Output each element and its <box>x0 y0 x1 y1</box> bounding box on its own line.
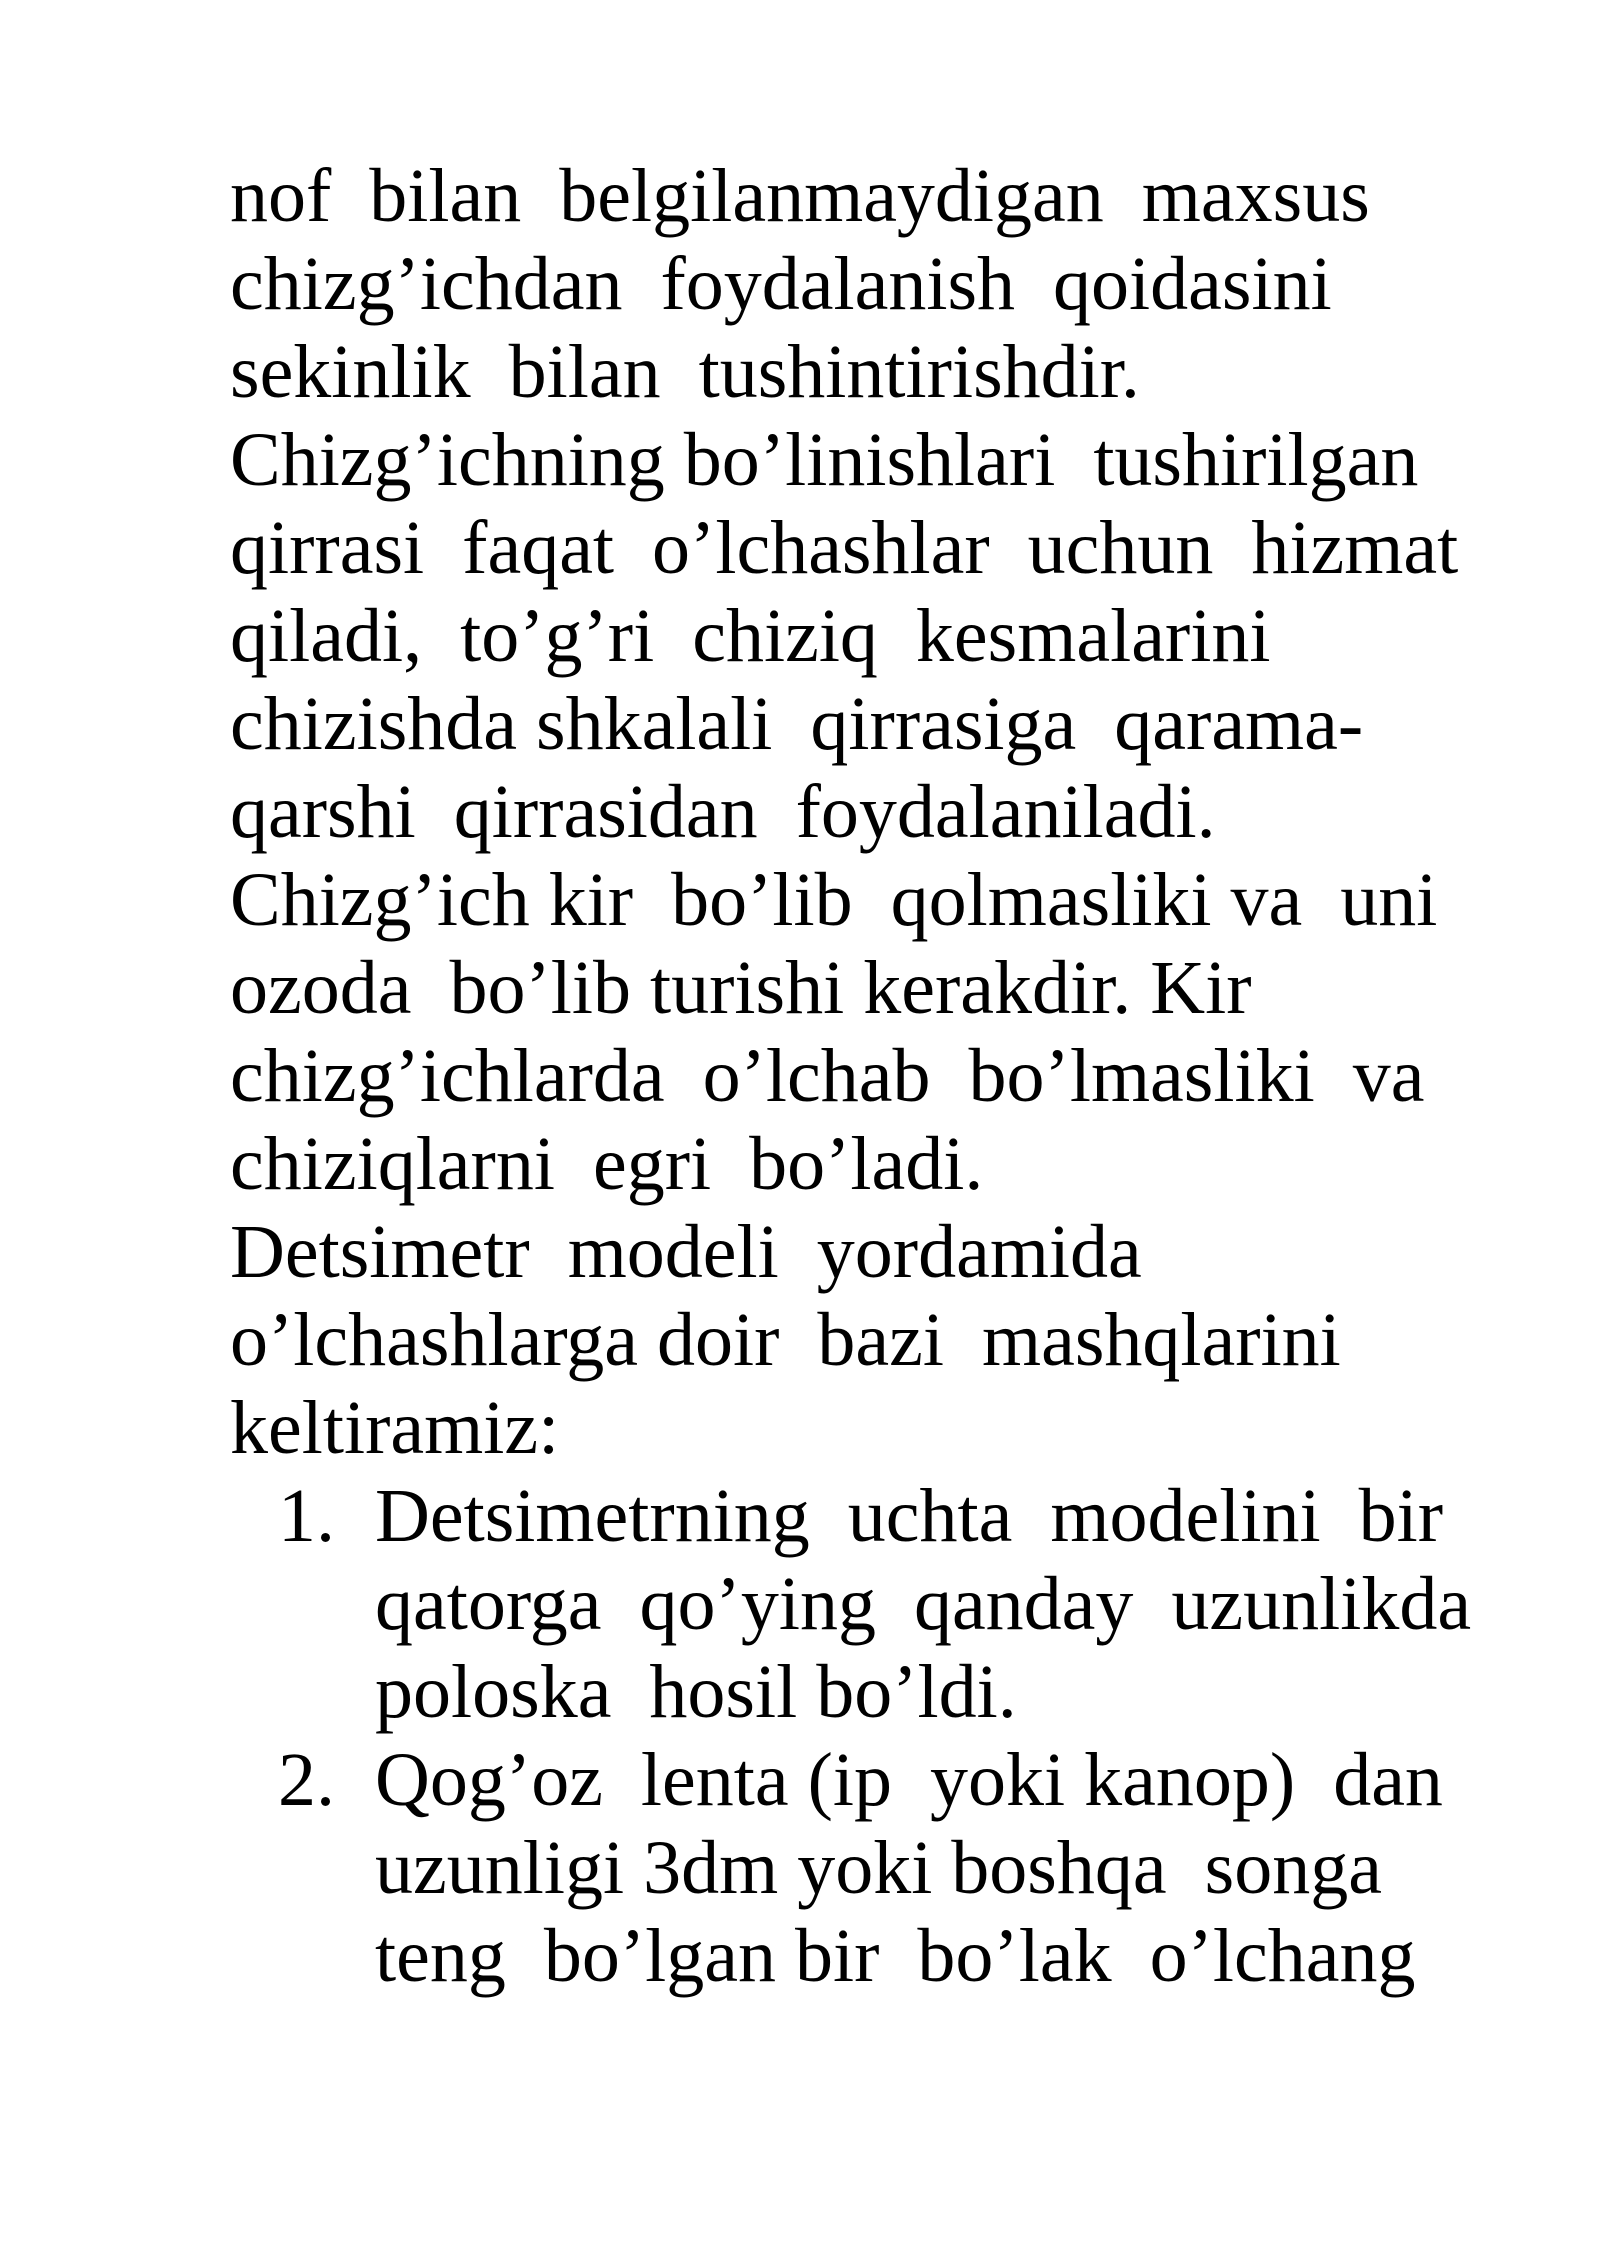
list-item-line: qatorga qo’ying qanday uzunlikda <box>375 1562 1472 1646</box>
list-item-line: Detsimetrning uchta modelini bir <box>375 1474 1444 1558</box>
text-line: chizg’ichdan foydalanish qoidasini <box>230 242 1332 326</box>
text-line: chizg’ichlarda o’lchab bo’lmasliki va <box>230 1034 1425 1118</box>
list-number: 1. <box>278 1474 335 1558</box>
text-line: Chizg’ich kir bo’lib qolmasliki va uni <box>230 858 1438 942</box>
list-item-line: poloska hosil bo’ldi. <box>375 1650 1017 1734</box>
list-number: 2. <box>278 1738 335 1822</box>
list-item-line: Qog’oz lenta (ip yoki kanop) dan <box>375 1738 1443 1822</box>
text-line: keltiramiz: <box>230 1386 560 1470</box>
text-line: sekinlik bilan tushintirishdir. <box>230 330 1140 414</box>
text-line: chizishda shkalali qirrasiga qarama- <box>230 682 1364 766</box>
text-line: qiladi, to’g’ri chiziq kesmalarini <box>230 594 1271 678</box>
text-line: qirrasi faqat o’lchashlar uchun hizmat <box>230 506 1459 590</box>
list-item-line: uzunligi 3dm yoki boshqa songa <box>375 1826 1382 1910</box>
list-item-line: teng bo’lgan bir bo’lak o’lchang <box>375 1914 1416 1998</box>
text-line: Detsimetr modeli yordamida <box>230 1210 1142 1294</box>
text-line: qarshi qirrasidan foydalaniladi. <box>230 770 1216 854</box>
text-line: ozoda bo’lib turishi kerakdir. Kir <box>230 946 1252 1030</box>
text-line: Chizg’ichning bo’linishlari tushirilgan <box>230 418 1419 502</box>
text-line: nof bilan belgilanmaydigan maxsus <box>230 154 1370 238</box>
text-line: chiziqlarni egri bo’ladi. <box>230 1122 984 1206</box>
text-line: o’lchashlarga doir bazi mashqlarini <box>230 1298 1341 1382</box>
